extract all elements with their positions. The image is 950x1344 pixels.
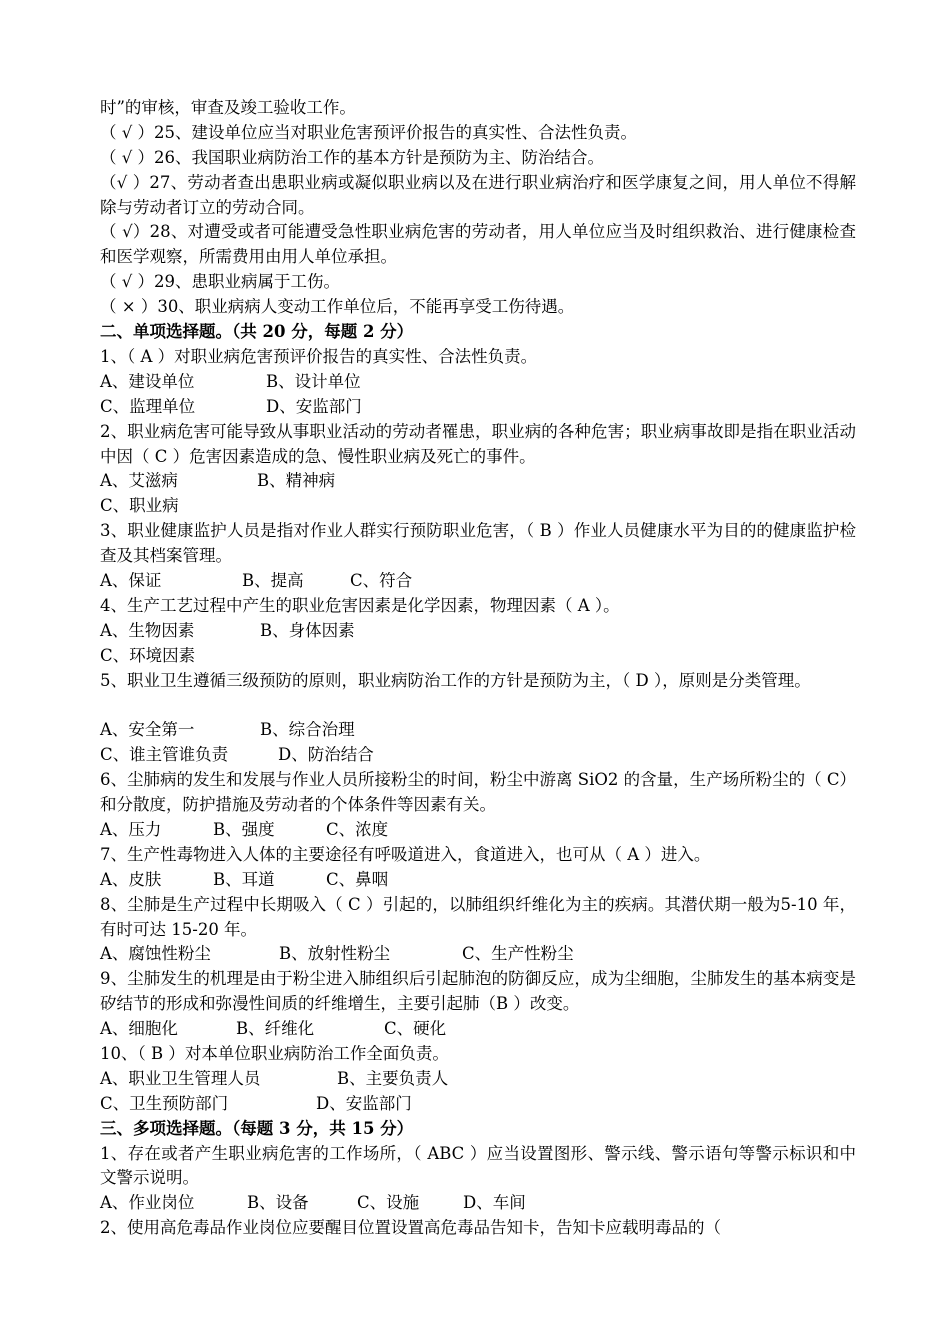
s2-q8: 8、尘肺是生产过程中长期吸入（ C ）引起的，以肺组织纤维化为主的疾病。其潜伏期一般为5-10 年，有时可达 15-20 年。 <box>100 894 856 939</box>
s3-q1: 1、存在或者产生职业病危害的工作场所，（ ABC ）应当设置图形、警示线、警示语句等警示标识和中文警示说明。 <box>100 1143 856 1188</box>
s2-q10: 10、（ B ）对本单位职业病防治工作全面负责。 <box>100 1043 449 1063</box>
option: D、防治结合 <box>278 745 374 765</box>
option: B、精神病 <box>257 471 336 491</box>
option: D、车间 <box>463 1193 526 1213</box>
s2-q9: 9、尘肺发生的机理是由于粉尘进入肺组织后引起肺泡的防御反应，成为尘细胞，尘肺发生的基本病变是矽结节的形成和弥漫性间质的纤维增生，主要引起肺（B ）改变。 <box>100 969 856 1014</box>
option: C、设施 <box>357 1193 420 1213</box>
tf-item-28: （ √）28、对遭受或者可能遭受急性职业病危害的劳动者，用人单位应当及时组织救治、进行健康检查和医学观察，所需费用由用人单位承担。 <box>100 222 856 267</box>
option: B、身体因素 <box>260 620 355 640</box>
document-page <box>100 96 856 1241</box>
option: A、艾滋病 <box>100 471 178 491</box>
option: B、设计单位 <box>266 371 361 391</box>
option: B、纤维化 <box>236 1019 315 1039</box>
option: B、放射性粉尘 <box>279 944 391 964</box>
tf-item-29: （ √ ）29、患职业病属于工伤。 <box>100 272 340 292</box>
s2-q1-options-row1 <box>100 370 856 395</box>
s2-q6-options-row1 <box>100 818 856 843</box>
s2-q5-options-row1 <box>100 718 856 743</box>
tf-line-continuation: 时”的审核，审查及竣工验收工作。 <box>100 98 356 117</box>
option: A、生物因素 <box>100 620 195 640</box>
s2-q7-options-row1 <box>100 868 856 893</box>
s2-q3: 3、职业健康监护人员是指对作业人群实行预防职业危害，（ B ）作业人员健康水平为目的的健康监护检查及其档案管理。 <box>100 521 856 566</box>
tf-item-27: （√ ）27、劳动者查出患职业病或凝似职业病以及在进行职业病治疗和医学康复之间，用人单位不得解除与劳动者订立的劳动合同。 <box>100 172 856 217</box>
s2-q6: 6、尘肺病的发生和发展与作业人员所接粉尘的时间，粉尘中游离 SiO2 的含量，生产场所粉尘的（ C）和分散度，防护措施及劳动者的个体条件等因素有关。 <box>100 770 856 815</box>
option: C、浓度 <box>326 819 389 839</box>
option: B、设备 <box>247 1193 309 1213</box>
option: B、提高 <box>242 570 304 590</box>
s2-q7: 7、生产性毒物进入人体的主要途径有呼吸道进入，食道进入，也可从（ A ）进入。 <box>100 844 711 864</box>
option: A、建设单位 <box>100 371 195 391</box>
option: A、压力 <box>100 819 162 839</box>
option: B、主要负责人 <box>337 1068 449 1088</box>
option: C、生产性粉尘 <box>462 944 574 964</box>
tf-item-30: （ × ）30、职业病病人变动工作单位后，不能再享受工伤待遇。 <box>100 297 575 317</box>
option: C、环境因素 <box>100 645 196 665</box>
option: A、职业卫生管理人员 <box>100 1068 261 1088</box>
tf-item-26: （ √ ）26、我国职业病防治工作的基本方针是预防为主、防治结合。 <box>100 147 604 167</box>
option: A、腐蚀性粉尘 <box>100 944 211 964</box>
tf-item-25: （ √ ）25、建设单位应当对职业危害预评价报告的真实性、合法性负责。 <box>100 122 637 142</box>
option: A、安全第一 <box>100 720 195 740</box>
s2-q3-options-row1 <box>100 569 856 594</box>
option: B、强度 <box>213 819 275 839</box>
option: C、鼻咽 <box>326 869 389 889</box>
s3-q2: 2、使用高危毒品作业岗位应要醒目位置设置高危毒品告知卡，告知卡应载明毒品的（ <box>100 1218 721 1238</box>
option: A、细胞化 <box>100 1019 178 1039</box>
s2-q10-options-row2 <box>100 1092 856 1117</box>
option: C、监理单位 <box>100 396 196 416</box>
s2-q10-options-row1 <box>100 1067 856 1092</box>
option: A、保证 <box>100 570 162 590</box>
s2-q1: 1、（ A ）对职业病危害预评价报告的真实性、合法性负责。 <box>100 346 538 366</box>
s2-q8-options-row1 <box>100 942 856 967</box>
option: C、谁主管谁负责 <box>100 745 229 765</box>
section2-heading: 二、单项选择题。（共 20 分，每题 2 分） <box>100 322 414 342</box>
option: C、职业病 <box>100 496 179 516</box>
option: C、符合 <box>350 570 413 590</box>
s2-q4-options-row1 <box>100 619 856 644</box>
s2-q2: 2、职业病危害可能导致从事职业活动的劳动者罹患，职业病的各种危害；职业病事故即是指在职业活动中因（ C ）危害因素造成的急、慢性职业病及死亡的事件。 <box>100 421 856 466</box>
option: D、安监部门 <box>266 396 362 416</box>
option: A、皮肤 <box>100 869 162 889</box>
option: A、作业岗位 <box>100 1193 195 1213</box>
option: C、硬化 <box>384 1019 447 1039</box>
option: D、安监部门 <box>316 1093 412 1113</box>
option: B、耳道 <box>213 869 275 889</box>
s2-q1-options-row2 <box>100 395 856 420</box>
s2-q2-options-row1 <box>100 469 856 494</box>
option: B、综合治理 <box>260 720 355 740</box>
s2-q4-options-row2 <box>100 644 856 669</box>
option: C、卫生预防部门 <box>100 1093 229 1113</box>
section3-heading: 三、多项选择题。（每题 3 分，共 15 分） <box>100 1118 414 1138</box>
s2-q9-options-row1 <box>100 1017 856 1042</box>
s2-q2-options-row2 <box>100 494 856 519</box>
s2-q4: 4、生产工艺过程中产生的职业危害因素是化学因素，物理因素（ A ）。 <box>100 595 620 615</box>
s3-q1-options-row1 <box>100 1191 856 1216</box>
s2-q5-options-row2 <box>100 743 856 768</box>
s2-q5: 5、职业卫生遵循三级预防的原则，职业病防治工作的方针是预防为主，（ D ），原则是分类管理。 <box>100 670 811 690</box>
